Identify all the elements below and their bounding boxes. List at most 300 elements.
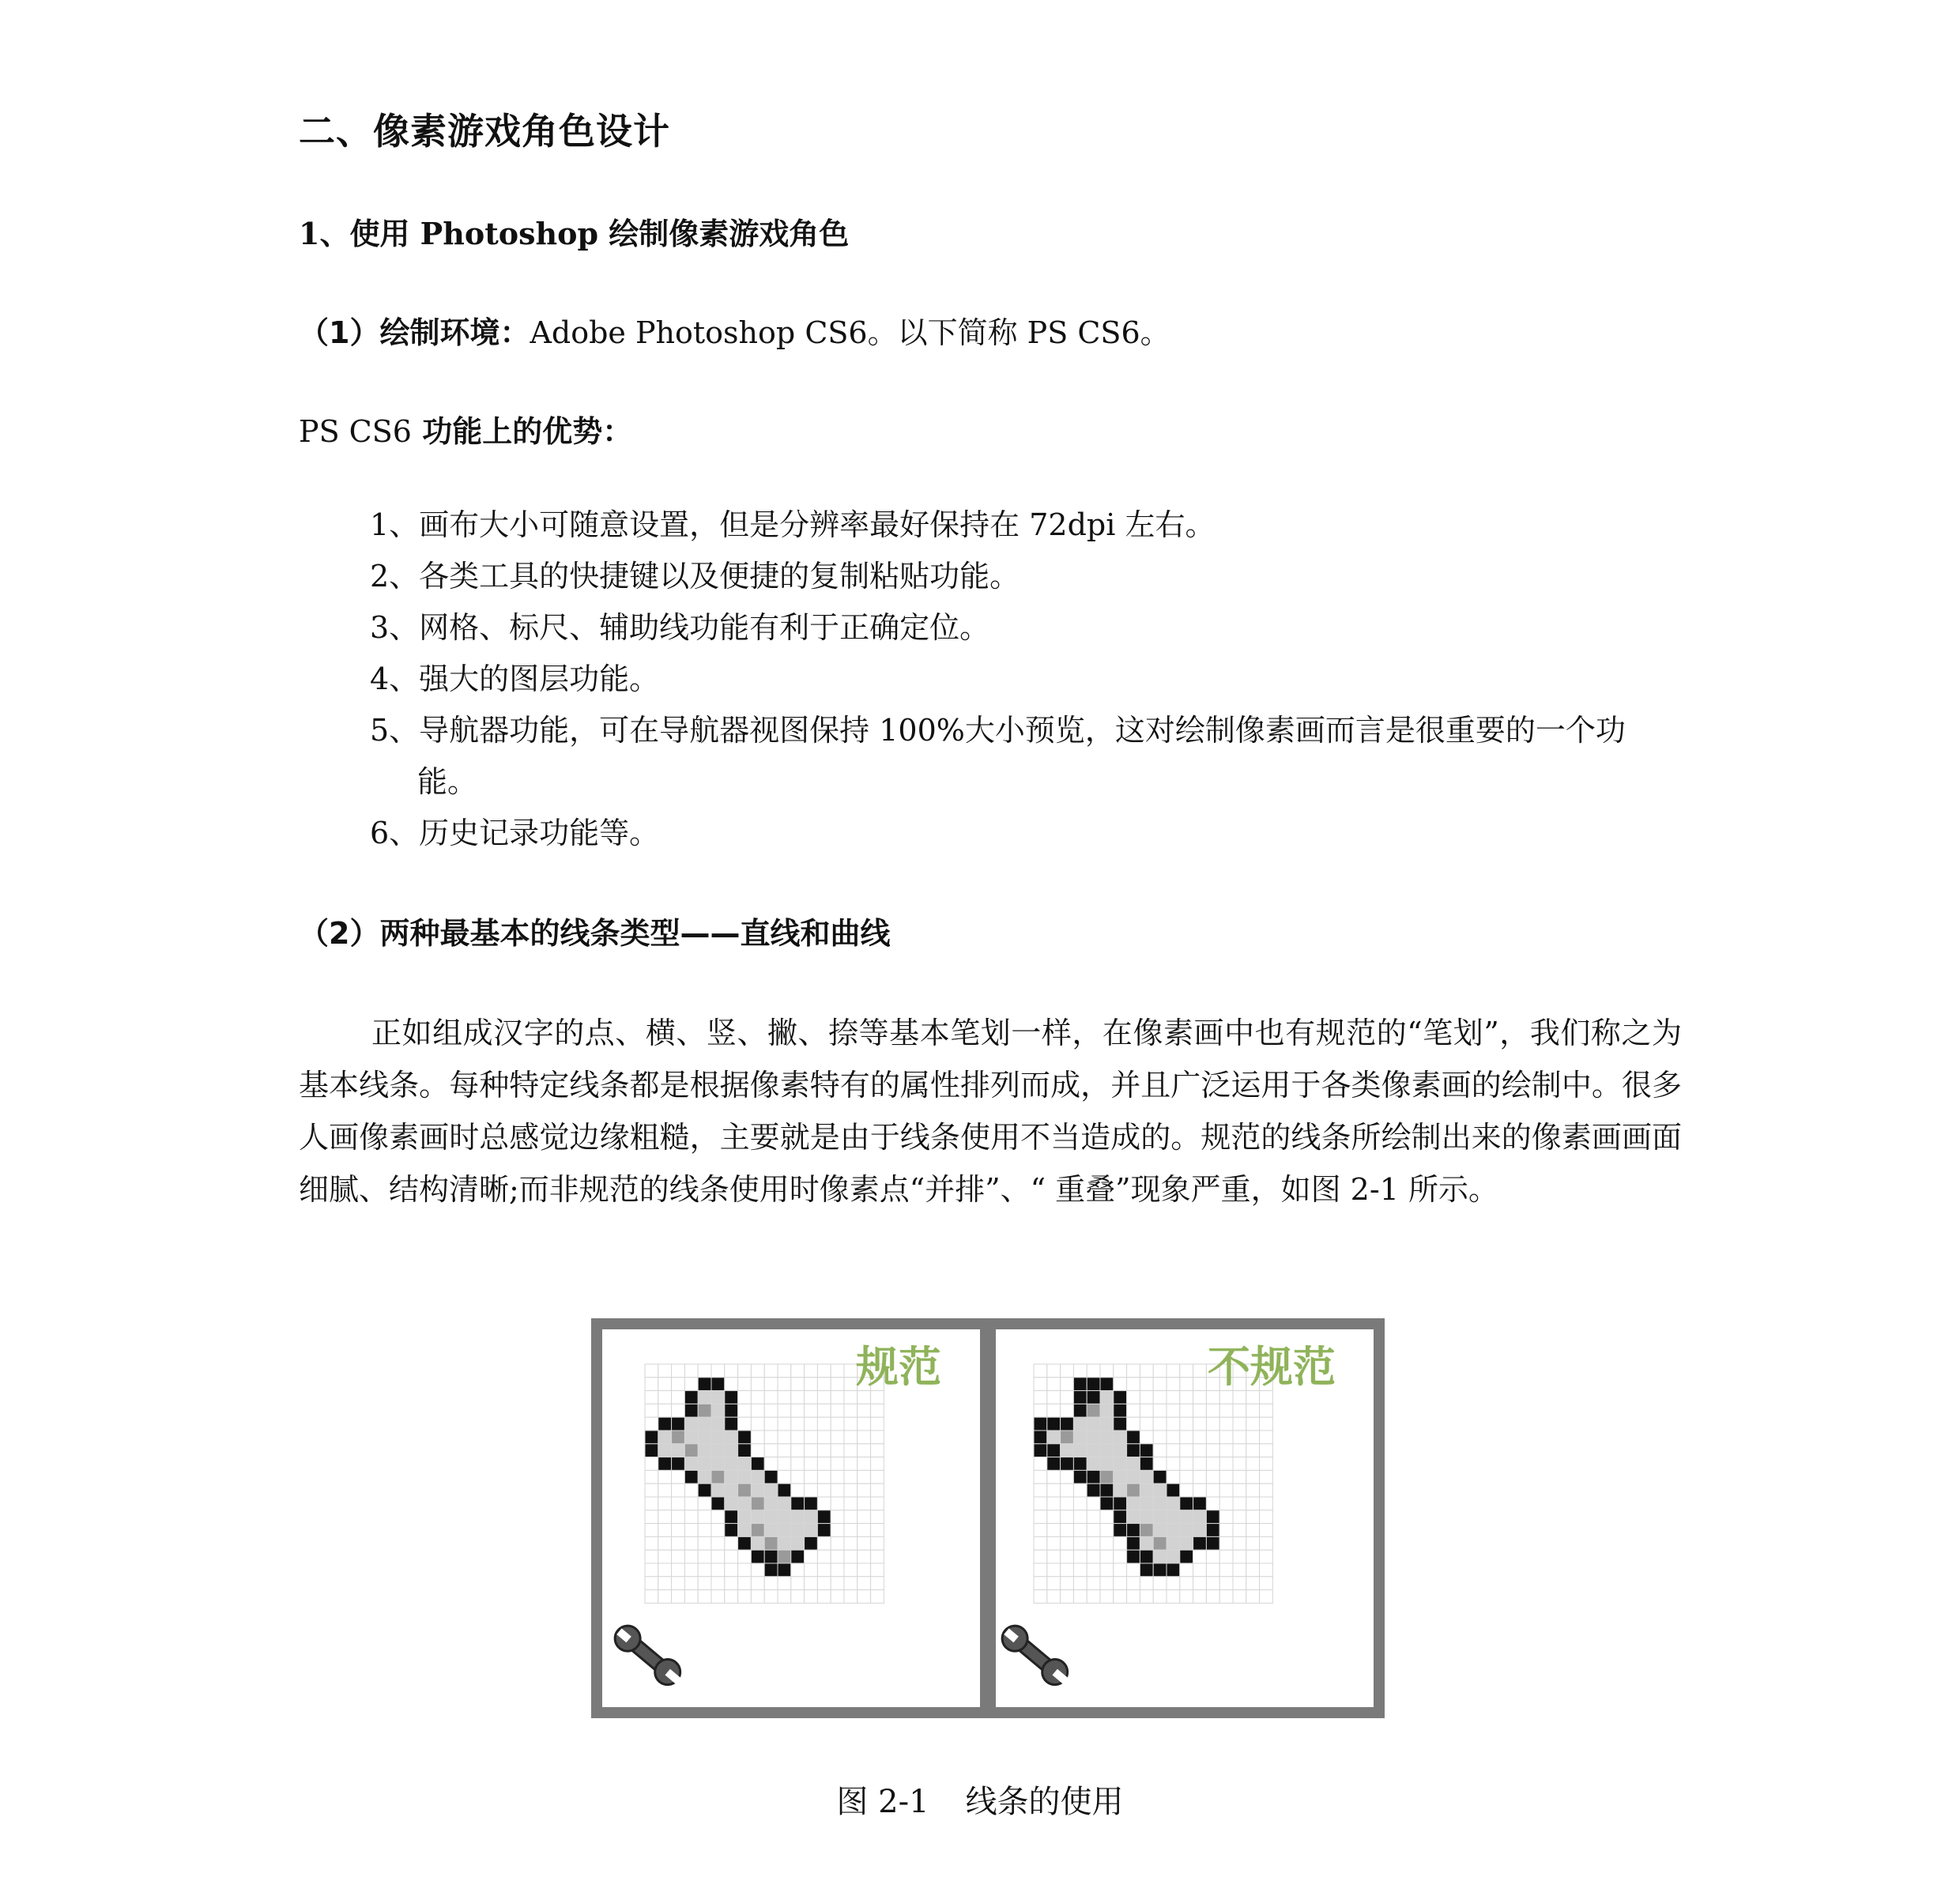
grid-pixel bbox=[1193, 1444, 1207, 1457]
grid-pixel bbox=[805, 1444, 818, 1457]
grid-pixel bbox=[725, 1577, 738, 1590]
grid-pixel bbox=[1047, 1378, 1061, 1391]
grid-pixel bbox=[698, 1431, 711, 1444]
grid-pixel bbox=[1193, 1550, 1207, 1563]
grid-pixel bbox=[791, 1457, 805, 1471]
section-title: 二、像素游戏角色设计 bbox=[299, 110, 670, 153]
grid-pixel bbox=[805, 1404, 818, 1417]
grid-pixel bbox=[1206, 1431, 1219, 1444]
advantages-list bbox=[370, 499, 1682, 859]
grid-pixel bbox=[1114, 1563, 1127, 1577]
grid-pixel bbox=[871, 1510, 884, 1524]
grid-pixel bbox=[1127, 1563, 1140, 1577]
grid-pixel bbox=[831, 1483, 844, 1497]
grid-pixel bbox=[1246, 1563, 1260, 1577]
grid-pixel bbox=[1114, 1524, 1127, 1537]
grid-pixel bbox=[672, 1483, 685, 1497]
grid-pixel bbox=[764, 1577, 778, 1590]
grid-pixel bbox=[1180, 1536, 1193, 1550]
grid-pixel bbox=[1034, 1404, 1047, 1417]
grid-pixel bbox=[1047, 1590, 1061, 1604]
grid-pixel bbox=[1073, 1510, 1087, 1524]
grid-pixel bbox=[725, 1364, 738, 1378]
grid-pixel bbox=[1100, 1524, 1114, 1537]
grid-pixel bbox=[817, 1563, 831, 1577]
grid-pixel bbox=[1260, 1457, 1273, 1471]
grid-pixel bbox=[1180, 1483, 1193, 1497]
grid-pixel bbox=[645, 1563, 658, 1577]
grid-pixel bbox=[658, 1563, 672, 1577]
grid-pixel bbox=[751, 1536, 764, 1550]
grid-pixel bbox=[1061, 1510, 1074, 1524]
grid-pixel bbox=[778, 1497, 791, 1510]
grid-pixel bbox=[1087, 1483, 1100, 1497]
grid-pixel bbox=[858, 1470, 871, 1483]
grid-pixel bbox=[778, 1590, 791, 1604]
grid-pixel bbox=[751, 1378, 764, 1391]
grid-pixel bbox=[1167, 1590, 1180, 1604]
grid-pixel bbox=[858, 1497, 871, 1510]
grid-pixel bbox=[1073, 1524, 1087, 1537]
grid-pixel bbox=[844, 1483, 858, 1497]
grid-pixel bbox=[1260, 1536, 1273, 1550]
grid-pixel bbox=[1233, 1590, 1246, 1604]
grid-pixel bbox=[1100, 1563, 1114, 1577]
grid-pixel bbox=[1140, 1431, 1153, 1444]
grid-pixel bbox=[1140, 1391, 1153, 1404]
grid-pixel bbox=[1140, 1404, 1153, 1417]
grid-pixel bbox=[684, 1404, 698, 1417]
grid-pixel bbox=[645, 1590, 658, 1604]
grid-pixel bbox=[672, 1563, 685, 1577]
grid-pixel bbox=[1140, 1444, 1153, 1457]
grid-pixel bbox=[1260, 1431, 1273, 1444]
grid-pixel bbox=[658, 1404, 672, 1417]
grid-pixel bbox=[1180, 1364, 1193, 1378]
grid-pixel bbox=[658, 1431, 672, 1444]
grid-pixel bbox=[764, 1417, 778, 1431]
grid-pixel bbox=[871, 1404, 884, 1417]
grid-pixel bbox=[1061, 1364, 1074, 1378]
grid-pixel bbox=[658, 1550, 672, 1563]
grid-pixel bbox=[1034, 1577, 1047, 1590]
grid-pixel bbox=[858, 1431, 871, 1444]
grid-pixel bbox=[1233, 1444, 1246, 1457]
grid-pixel bbox=[1206, 1536, 1219, 1550]
grid-pixel bbox=[764, 1364, 778, 1378]
grid-pixel bbox=[1127, 1536, 1140, 1550]
grid-pixel bbox=[805, 1483, 818, 1497]
grid-pixel bbox=[778, 1457, 791, 1471]
grid-pixel bbox=[764, 1590, 778, 1604]
grid-pixel bbox=[751, 1417, 764, 1431]
grid-pixel bbox=[1180, 1378, 1193, 1391]
grid-pixel bbox=[1206, 1417, 1219, 1431]
grid-pixel bbox=[1193, 1378, 1207, 1391]
grid-pixel bbox=[698, 1457, 711, 1471]
grid-pixel bbox=[725, 1431, 738, 1444]
grid-pixel bbox=[805, 1577, 818, 1590]
grid-pixel bbox=[1061, 1563, 1074, 1577]
grid-pixel bbox=[1246, 1404, 1260, 1417]
grid-pixel bbox=[1034, 1431, 1047, 1444]
grid-pixel bbox=[711, 1470, 725, 1483]
left-pixel-grid bbox=[645, 1364, 884, 1603]
grid-pixel bbox=[1140, 1550, 1153, 1563]
grid-pixel bbox=[1073, 1577, 1087, 1590]
grid-pixel bbox=[858, 1404, 871, 1417]
grid-pixel bbox=[791, 1563, 805, 1577]
grid-pixel bbox=[778, 1417, 791, 1431]
grid-pixel bbox=[1233, 1524, 1246, 1537]
grid-pixel bbox=[1100, 1510, 1114, 1524]
grid-pixel bbox=[645, 1510, 658, 1524]
grid-pixel bbox=[778, 1483, 791, 1497]
grid-pixel bbox=[817, 1577, 831, 1590]
grid-pixel bbox=[858, 1510, 871, 1524]
grid-pixel bbox=[817, 1510, 831, 1524]
grid-pixel bbox=[831, 1590, 844, 1604]
grid-pixel bbox=[672, 1457, 685, 1471]
grid-pixel bbox=[1246, 1444, 1260, 1457]
grid-pixel bbox=[1087, 1524, 1100, 1537]
list-item: 5、导航器功能，可在导航器视图保持 100%大小预览，这对绘制像素画而言是很重要的一个功能。 bbox=[370, 713, 1626, 799]
grid-pixel bbox=[1246, 1431, 1260, 1444]
grid-pixel bbox=[858, 1457, 871, 1471]
grid-pixel bbox=[1100, 1470, 1114, 1483]
grid-pixel bbox=[725, 1444, 738, 1457]
grid-pixel bbox=[817, 1470, 831, 1483]
grid-pixel bbox=[1034, 1550, 1047, 1563]
grid-pixel bbox=[751, 1483, 764, 1497]
grid-pixel bbox=[1087, 1378, 1100, 1391]
grid-pixel bbox=[1167, 1378, 1180, 1391]
grid-pixel bbox=[1073, 1417, 1087, 1431]
grid-pixel bbox=[645, 1524, 658, 1537]
grid-pixel bbox=[1233, 1536, 1246, 1550]
grid-pixel bbox=[738, 1483, 752, 1497]
grid-pixel bbox=[1260, 1510, 1273, 1524]
grid-pixel bbox=[1153, 1483, 1167, 1497]
grid-pixel bbox=[711, 1457, 725, 1471]
grid-pixel bbox=[658, 1378, 672, 1391]
grid-pixel bbox=[1073, 1497, 1087, 1510]
grid-pixel bbox=[1114, 1444, 1127, 1457]
grid-pixel bbox=[725, 1404, 738, 1417]
grid-pixel bbox=[791, 1444, 805, 1457]
grid-pixel bbox=[738, 1364, 752, 1378]
grid-pixel bbox=[1167, 1483, 1180, 1497]
grid-pixel bbox=[858, 1536, 871, 1550]
grid-pixel bbox=[1180, 1497, 1193, 1510]
grid-pixel bbox=[1127, 1470, 1140, 1483]
grid-pixel bbox=[1206, 1550, 1219, 1563]
grid-pixel bbox=[1167, 1510, 1180, 1524]
advantages-prefix: PS CS6 bbox=[299, 414, 412, 449]
grid-pixel bbox=[1167, 1524, 1180, 1537]
grid-pixel bbox=[658, 1590, 672, 1604]
grid-pixel bbox=[1061, 1404, 1074, 1417]
grid-pixel bbox=[1167, 1417, 1180, 1431]
grid-pixel bbox=[1047, 1536, 1061, 1550]
grid-pixel bbox=[751, 1444, 764, 1457]
list-item: 3、网格、标尺、辅助线功能有利于正确定位。 bbox=[370, 610, 990, 645]
grid-pixel bbox=[805, 1590, 818, 1604]
grid-pixel bbox=[817, 1550, 831, 1563]
grid-pixel bbox=[871, 1563, 884, 1577]
grid-pixel bbox=[1047, 1417, 1061, 1431]
grid-pixel bbox=[1219, 1550, 1233, 1563]
grid-pixel bbox=[778, 1550, 791, 1563]
grid-pixel bbox=[684, 1483, 698, 1497]
grid-pixel bbox=[1219, 1497, 1233, 1510]
grid-pixel bbox=[698, 1536, 711, 1550]
grid-pixel bbox=[817, 1404, 831, 1417]
grid-pixel bbox=[684, 1431, 698, 1444]
grid-pixel bbox=[1260, 1577, 1273, 1590]
grid-pixel bbox=[1206, 1391, 1219, 1404]
grid-pixel bbox=[791, 1391, 805, 1404]
grid-pixel bbox=[1047, 1470, 1061, 1483]
grid-pixel bbox=[1233, 1510, 1246, 1524]
grid-pixel bbox=[1193, 1524, 1207, 1537]
grid-pixel bbox=[684, 1417, 698, 1431]
grid-pixel bbox=[1260, 1524, 1273, 1537]
grid-pixel bbox=[844, 1577, 858, 1590]
grid-pixel bbox=[1114, 1590, 1127, 1604]
grid-pixel bbox=[1219, 1417, 1233, 1431]
grid-pixel bbox=[1087, 1470, 1100, 1483]
grid-pixel bbox=[751, 1457, 764, 1471]
grid-pixel bbox=[871, 1550, 884, 1563]
grid-pixel bbox=[1100, 1404, 1114, 1417]
grid-pixel bbox=[831, 1497, 844, 1510]
grid-pixel bbox=[764, 1444, 778, 1457]
environment-label: （1）绘制环境： bbox=[299, 315, 530, 350]
grid-pixel bbox=[871, 1444, 884, 1457]
grid-pixel bbox=[817, 1364, 831, 1378]
grid-pixel bbox=[1127, 1510, 1140, 1524]
grid-pixel bbox=[1180, 1470, 1193, 1483]
grid-pixel bbox=[658, 1444, 672, 1457]
right-pixel-grid bbox=[1034, 1364, 1272, 1603]
grid-pixel bbox=[817, 1524, 831, 1537]
grid-pixel bbox=[817, 1483, 831, 1497]
grid-pixel bbox=[672, 1577, 685, 1590]
grid-pixel bbox=[1153, 1497, 1167, 1510]
grid-pixel bbox=[858, 1577, 871, 1590]
grid-pixel bbox=[1127, 1444, 1140, 1457]
grid-pixel bbox=[1233, 1483, 1246, 1497]
grid-pixel bbox=[645, 1536, 658, 1550]
grid-pixel bbox=[645, 1577, 658, 1590]
grid-pixel bbox=[1087, 1457, 1100, 1471]
grid-pixel bbox=[1034, 1563, 1047, 1577]
grid-pixel bbox=[844, 1457, 858, 1471]
grid-pixel bbox=[831, 1536, 844, 1550]
grid-pixel bbox=[844, 1391, 858, 1404]
grid-pixel bbox=[1193, 1590, 1207, 1604]
grid-pixel bbox=[1087, 1417, 1100, 1431]
grid-pixel bbox=[1114, 1457, 1127, 1471]
grid-pixel bbox=[858, 1391, 871, 1404]
grid-pixel bbox=[698, 1563, 711, 1577]
grid-pixel bbox=[1061, 1457, 1074, 1471]
grid-pixel bbox=[1206, 1470, 1219, 1483]
grid-pixel bbox=[658, 1577, 672, 1590]
grid-pixel bbox=[725, 1497, 738, 1510]
grid-pixel bbox=[1140, 1590, 1153, 1604]
grid-pixel bbox=[1219, 1470, 1233, 1483]
grid-pixel bbox=[1140, 1378, 1153, 1391]
grid-pixel bbox=[844, 1444, 858, 1457]
grid-pixel bbox=[844, 1417, 858, 1431]
grid-pixel bbox=[791, 1510, 805, 1524]
grid-pixel bbox=[1167, 1444, 1180, 1457]
grid-pixel bbox=[871, 1577, 884, 1590]
grid-pixel bbox=[858, 1417, 871, 1431]
grid-pixel bbox=[844, 1470, 858, 1483]
grid-pixel bbox=[1114, 1510, 1127, 1524]
grid-pixel bbox=[1073, 1364, 1087, 1378]
grid-pixel bbox=[764, 1404, 778, 1417]
grid-pixel bbox=[817, 1497, 831, 1510]
grid-pixel bbox=[1193, 1457, 1207, 1471]
grid-pixel bbox=[1193, 1391, 1207, 1404]
grid-pixel bbox=[684, 1524, 698, 1537]
grid-pixel bbox=[1114, 1404, 1127, 1417]
grid-pixel bbox=[1260, 1417, 1273, 1431]
grid-pixel bbox=[738, 1457, 752, 1471]
list-item: 2、各类工具的快捷键以及便捷的复制粘贴功能。 bbox=[370, 559, 1020, 594]
body-paragraph: 正如组成汉字的点、横、竖、撇、捺等基本笔划一样，在像素画中也有规范的“笔划”，我们称之为基本线条。每种特定线条都是根据像素特有的属性排列而成，并且广泛运用于各类像素画的绘制中。很多人画像素画时总感觉边缘粗糙，主要就是由于线条使用不当造成的。规范的线条所绘制出来的像素画画面细腻、结构清晰;而非规范的线条使用时像素点“并排”、“ 重叠”现象严重，如图 2-1 所示。 bbox=[299, 1016, 1682, 1207]
grid-pixel bbox=[1193, 1577, 1207, 1590]
grid-pixel bbox=[1114, 1378, 1127, 1391]
grid-pixel bbox=[1219, 1563, 1233, 1577]
grid-pixel bbox=[1193, 1536, 1207, 1550]
grid-pixel bbox=[1219, 1457, 1233, 1471]
grid-pixel bbox=[791, 1483, 805, 1497]
grid-pixel bbox=[1153, 1457, 1167, 1471]
grid-pixel bbox=[778, 1470, 791, 1483]
grid-pixel bbox=[778, 1391, 791, 1404]
grid-pixel bbox=[1167, 1404, 1180, 1417]
grid-pixel bbox=[1073, 1483, 1087, 1497]
grid-pixel bbox=[844, 1550, 858, 1563]
grid-pixel bbox=[817, 1590, 831, 1604]
grid-pixel bbox=[1034, 1364, 1047, 1378]
grid-pixel bbox=[1180, 1577, 1193, 1590]
grid-pixel bbox=[1219, 1404, 1233, 1417]
grid-pixel bbox=[831, 1391, 844, 1404]
grid-pixel bbox=[1073, 1391, 1087, 1404]
grid-pixel bbox=[1219, 1577, 1233, 1590]
grid-pixel bbox=[1087, 1431, 1100, 1444]
grid-pixel bbox=[805, 1497, 818, 1510]
grid-pixel bbox=[1219, 1536, 1233, 1550]
grid-pixel bbox=[1193, 1497, 1207, 1510]
grid-pixel bbox=[871, 1524, 884, 1537]
grid-pixel bbox=[1061, 1497, 1074, 1510]
grid-pixel bbox=[1100, 1483, 1114, 1497]
grid-pixel bbox=[817, 1378, 831, 1391]
grid-pixel bbox=[831, 1378, 844, 1391]
grid-pixel bbox=[1034, 1497, 1047, 1510]
grid-pixel bbox=[645, 1550, 658, 1563]
grid-pixel bbox=[831, 1404, 844, 1417]
grid-pixel bbox=[1167, 1577, 1180, 1590]
right-label: 不规范 bbox=[1208, 1342, 1336, 1392]
grid-pixel bbox=[738, 1563, 752, 1577]
grid-pixel bbox=[1127, 1483, 1140, 1497]
grid-pixel bbox=[1167, 1457, 1180, 1471]
grid-pixel bbox=[778, 1536, 791, 1550]
grid-pixel bbox=[1127, 1524, 1140, 1537]
grid-pixel bbox=[805, 1524, 818, 1537]
grid-pixel bbox=[1219, 1431, 1233, 1444]
grid-pixel bbox=[817, 1431, 831, 1444]
grid-pixel bbox=[844, 1536, 858, 1550]
grid-pixel bbox=[1087, 1404, 1100, 1417]
grid-pixel bbox=[1233, 1457, 1246, 1471]
grid-pixel bbox=[1206, 1510, 1219, 1524]
grid-pixel bbox=[1140, 1563, 1153, 1577]
grid-pixel bbox=[698, 1590, 711, 1604]
grid-pixel bbox=[791, 1590, 805, 1604]
grid-pixel bbox=[738, 1470, 752, 1483]
grid-pixel bbox=[791, 1364, 805, 1378]
grid-pixel bbox=[1073, 1431, 1087, 1444]
grid-pixel bbox=[1034, 1536, 1047, 1550]
grid-pixel bbox=[698, 1483, 711, 1497]
grid-pixel bbox=[698, 1470, 711, 1483]
grid-pixel bbox=[764, 1550, 778, 1563]
grid-pixel bbox=[1114, 1431, 1127, 1444]
grid-pixel bbox=[764, 1391, 778, 1404]
grid-pixel bbox=[791, 1378, 805, 1391]
grid-pixel bbox=[1260, 1470, 1273, 1483]
grid-pixel bbox=[1193, 1364, 1207, 1378]
grid-pixel bbox=[1100, 1417, 1114, 1431]
grid-pixel bbox=[858, 1524, 871, 1537]
grid-pixel bbox=[684, 1378, 698, 1391]
grid-pixel bbox=[711, 1577, 725, 1590]
grid-pixel bbox=[1114, 1483, 1127, 1497]
grid-pixel bbox=[1100, 1364, 1114, 1378]
grid-pixel bbox=[672, 1536, 685, 1550]
list-item: 1、画布大小可随意设置，但是分辨率最好保持在 72dpi 左右。 bbox=[370, 507, 1216, 542]
grid-pixel bbox=[1193, 1431, 1207, 1444]
grid-pixel bbox=[844, 1590, 858, 1604]
grid-pixel bbox=[805, 1391, 818, 1404]
grid-pixel bbox=[698, 1444, 711, 1457]
grid-pixel bbox=[1219, 1483, 1233, 1497]
grid-pixel bbox=[658, 1391, 672, 1404]
grid-pixel bbox=[1061, 1470, 1074, 1483]
grid-pixel bbox=[684, 1470, 698, 1483]
grid-pixel bbox=[1153, 1550, 1167, 1563]
grid-pixel bbox=[1140, 1536, 1153, 1550]
grid-pixel bbox=[1153, 1431, 1167, 1444]
grid-pixel bbox=[1246, 1524, 1260, 1537]
grid-pixel bbox=[871, 1497, 884, 1510]
grid-pixel bbox=[1114, 1470, 1127, 1483]
grid-pixel bbox=[738, 1444, 752, 1457]
grid-pixel bbox=[738, 1404, 752, 1417]
grid-pixel bbox=[645, 1457, 658, 1471]
grid-pixel bbox=[1167, 1391, 1180, 1404]
grid-pixel bbox=[791, 1470, 805, 1483]
